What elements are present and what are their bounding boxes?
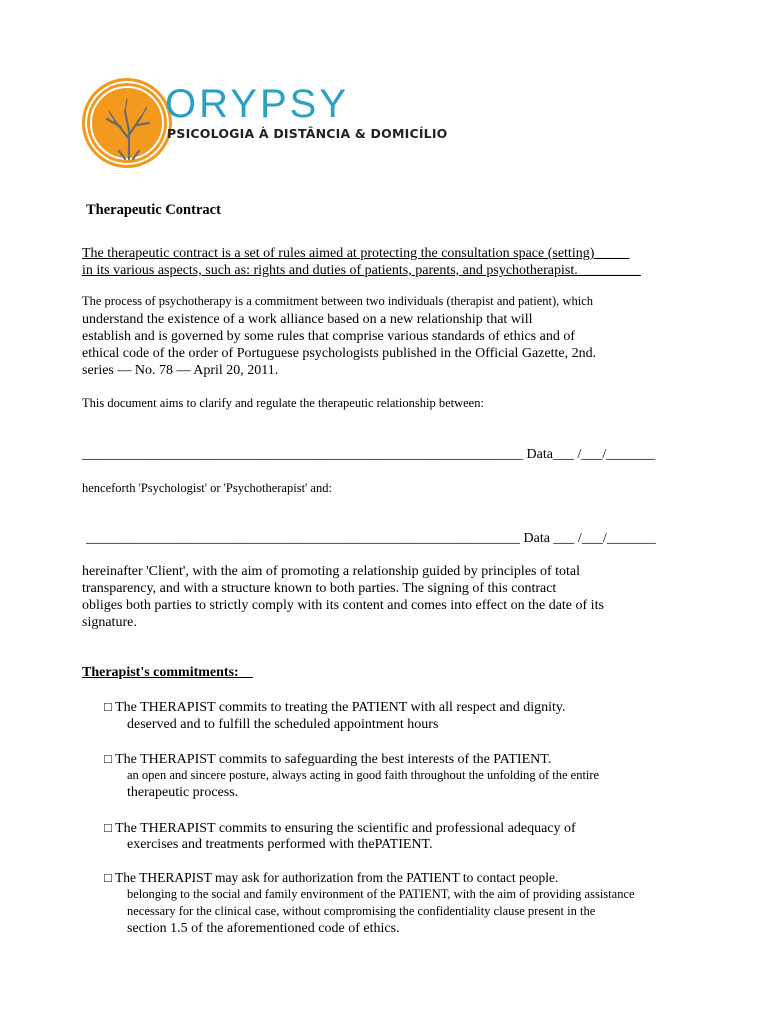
commitment-item: [104, 869, 558, 886]
checkbox-bullet-icon: □: [104, 820, 112, 835]
commitment-lead: The THERAPIST may ask for authorization from the PATIENT to contact people.: [115, 870, 559, 885]
process-line-1: The process of psychotherapy is a commitment between two individuals (therapist and patient), which: [82, 294, 593, 308]
commitment-continuation: belonging to the social and family environment of the PATIENT, with the aim of providing assistance: [127, 887, 635, 901]
commitment-continuation: necessary for the clinical case, without compromising the confidentiality clause present in the: [127, 904, 596, 918]
commitment-continuation: an open and sincere posture, always acting in good faith throughout the unfolding of the entire: [127, 768, 600, 782]
logo-brand-name: ORYPSY: [165, 82, 349, 126]
commitment-continuation: therapeutic process.: [127, 785, 239, 800]
process-line-4: ethical code of the order of Portuguese psychologists published in the Official Gazette, 2nd.: [82, 346, 597, 361]
tree-logo-icon: [82, 78, 172, 168]
commitment-item: [104, 819, 576, 837]
henceforth-line: henceforth 'Psychologist' or 'Psychotherapist' and:: [82, 481, 332, 495]
commitments-heading: Therapist's commitments:__: [82, 665, 253, 680]
commitment-lead: The THERAPIST commits to safeguarding the best interests of the PATIENT.: [115, 752, 552, 767]
commitment-lead: The THERAPIST commits to treating the PATIENT with all respect and dignity.: [115, 700, 566, 715]
process-line-2: understand the existence of a work alliance based on a new relationship that will: [82, 312, 533, 327]
intro-line-2: in its various aspects, such as: rights and duties of patients, parents, and psychotherapist._________: [82, 263, 641, 278]
document-title: Therapeutic Contract: [86, 202, 221, 218]
commitment-continuation: section 1.5 of the aforementioned code of ethics.: [127, 921, 400, 936]
signature-line-client: ______________________________________________________________ Data ___ /___/_______: [86, 531, 656, 546]
process-line-3: establish and is governed by some rules that comprise various standards of ethics and of: [82, 329, 575, 344]
aim-line: This document aims to clarify and regulate the therapeutic relationship between:: [82, 396, 484, 410]
tree-icon: [85, 81, 169, 165]
intro-line-1: The therapeutic contract is a set of rules aimed at protecting the consultation space (setting)_____: [82, 246, 630, 261]
checkbox-bullet-icon: □: [104, 699, 112, 714]
checkbox-bullet-icon: □: [104, 870, 112, 885]
client-line-2: transparency, and with a structure known to both parties. The signing of this contract: [82, 581, 557, 596]
commitment-item: [104, 698, 566, 716]
signature-line-psychologist: _______________________________________________________________ Data___ /___/_______: [82, 447, 656, 462]
process-line-5: series — No. 78 — April 20, 2011.: [82, 363, 279, 378]
commitment-lead: The THERAPIST commits to ensuring the scientific and professional adequacy of: [115, 821, 576, 836]
checkbox-bullet-icon: □: [104, 751, 112, 766]
client-line-3: obliges both parties to strictly comply with its content and comes into effect on the date of its: [82, 598, 604, 613]
logo-tagline: PSICOLOGIA À DISTÂNCIA & DOMICÍLIO: [167, 126, 448, 141]
commitment-item: [104, 750, 551, 768]
client-line-1: hereinafter 'Client', with the aim of promoting a relationship guided by principles of total: [82, 564, 581, 579]
commitment-continuation: deserved and to fulfill the scheduled appointment hours: [127, 717, 439, 732]
client-line-4: signature.: [82, 615, 137, 630]
commitment-continuation: exercises and treatments performed with thePATIENT.: [127, 837, 433, 852]
